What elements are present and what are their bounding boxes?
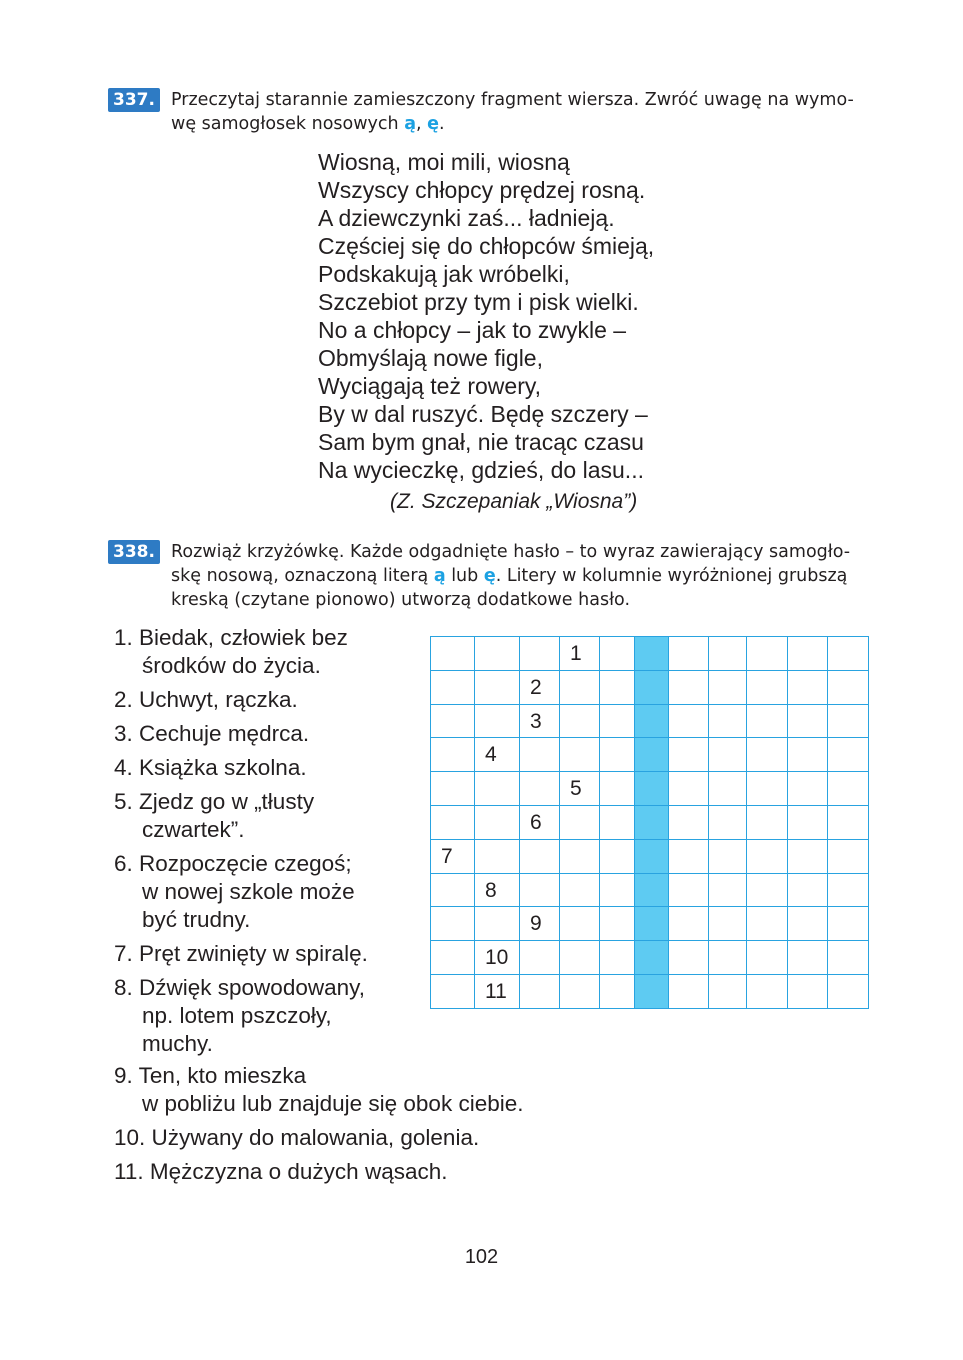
crossword-cell[interactable] xyxy=(827,771,869,806)
clue-number: 4 xyxy=(485,743,497,767)
crossword-cell[interactable] xyxy=(827,906,869,941)
crossword-cell[interactable] xyxy=(599,873,636,908)
poem-line: Obmyślają nowe figle, xyxy=(318,345,543,371)
crossword-cell[interactable] xyxy=(430,873,476,908)
clue-text: np. lotem pszczoły, xyxy=(142,1003,332,1028)
instruction-text: lub xyxy=(445,566,484,586)
crossword-cell[interactable] xyxy=(787,839,829,874)
crossword-cell[interactable] xyxy=(746,873,789,908)
crossword-cell[interactable] xyxy=(634,704,670,739)
crossword-cell[interactable] xyxy=(746,906,789,941)
clue-number: 2 xyxy=(530,675,542,699)
crossword-cell[interactable] xyxy=(634,737,670,772)
crossword-cell[interactable] xyxy=(634,974,670,1009)
clue-number: 9 xyxy=(530,912,542,936)
crossword-cell[interactable] xyxy=(474,805,521,840)
clue-number: 11 xyxy=(485,980,507,1003)
instruction-line xyxy=(171,564,850,588)
poem-line: Wiosną, moi mili, wiosną xyxy=(318,149,570,175)
crossword-cell[interactable] xyxy=(708,771,748,806)
crossword-cell[interactable] xyxy=(634,906,670,941)
crossword-cell[interactable] xyxy=(599,737,636,772)
crossword-cell[interactable] xyxy=(787,974,829,1009)
poem-line: Szczebiot przy tym i pisk wielki. xyxy=(318,289,639,315)
poem-line: By w dal ruszyć. Będę szczery – xyxy=(318,401,648,427)
crossword-cell[interactable] xyxy=(787,805,829,840)
crossword-grid xyxy=(430,636,868,1008)
clue-number: 1 xyxy=(570,642,582,665)
crossword-cell[interactable] xyxy=(559,805,601,840)
crossword-cell[interactable] xyxy=(827,704,869,739)
crossword-cell[interactable] xyxy=(474,704,521,739)
crossword-cell[interactable] xyxy=(430,737,476,772)
crossword-cell[interactable] xyxy=(559,940,601,975)
exercise-instruction xyxy=(171,540,850,612)
crossword-cell[interactable] xyxy=(827,839,869,874)
crossword-clues-wide xyxy=(114,1062,714,1192)
crossword-cell[interactable] xyxy=(559,670,601,705)
crossword-cell[interactable] xyxy=(559,873,601,908)
crossword-cell[interactable] xyxy=(827,670,869,705)
instruction-text: skę nosową, oznaczoną literą xyxy=(171,566,434,586)
crossword-cell[interactable] xyxy=(668,974,710,1009)
crossword-cell[interactable] xyxy=(746,771,789,806)
crossword-cell[interactable] xyxy=(519,771,561,806)
crossword-cell[interactable] xyxy=(787,771,829,806)
crossword-cell[interactable] xyxy=(474,737,521,772)
crossword-cell[interactable] xyxy=(430,839,476,874)
crossword-cell[interactable] xyxy=(746,737,789,772)
crossword-cell[interactable] xyxy=(827,636,869,671)
crossword-cell[interactable] xyxy=(519,737,561,772)
clue-text: w nowej szkole może xyxy=(142,879,355,904)
clue-text: 6. Rozpoczęcie czegoś; xyxy=(114,851,352,876)
clue-4: 4. Książka szkolna. xyxy=(114,755,307,780)
clue-text: być trudny. xyxy=(142,907,251,932)
crossword-cell[interactable] xyxy=(668,940,710,975)
crossword-cell[interactable] xyxy=(430,670,476,705)
crossword-cell[interactable] xyxy=(634,670,670,705)
crossword-cell[interactable] xyxy=(668,670,710,705)
crossword-cell[interactable] xyxy=(519,636,561,671)
crossword-cell[interactable] xyxy=(634,839,670,874)
crossword-cell[interactable] xyxy=(746,805,789,840)
crossword-cell[interactable] xyxy=(519,940,561,975)
crossword-cell[interactable] xyxy=(668,906,710,941)
exercise-number-badge: 337. xyxy=(108,88,160,112)
crossword-cell[interactable] xyxy=(430,704,476,739)
crossword-cell[interactable] xyxy=(787,873,829,908)
crossword-cell[interactable] xyxy=(787,906,829,941)
crossword-cell[interactable] xyxy=(474,839,521,874)
crossword-cell[interactable] xyxy=(668,771,710,806)
crossword-cell[interactable] xyxy=(559,839,601,874)
crossword-cell[interactable] xyxy=(668,805,710,840)
crossword-cell[interactable] xyxy=(827,737,869,772)
clue-number: 3 xyxy=(530,709,542,733)
clue-text: 9. Ten, kto mieszka xyxy=(114,1063,307,1088)
poem-line: Podskakują jak wróbelki, xyxy=(318,261,570,287)
clue-text: 1. Biedak, człowiek bez xyxy=(114,625,348,650)
crossword-cell[interactable] xyxy=(430,805,476,840)
crossword-cell[interactable] xyxy=(519,839,561,874)
crossword-cell[interactable] xyxy=(787,670,829,705)
crossword-cell[interactable] xyxy=(559,906,601,941)
poem-line: Wszyscy chłopcy prędzej rosną. xyxy=(318,177,646,203)
instruction-text: . Litery w kolumnie wyróżnionej grubszą xyxy=(495,566,848,586)
crossword-cell[interactable] xyxy=(519,974,561,1009)
crossword-cell[interactable] xyxy=(827,940,869,975)
crossword-cell[interactable] xyxy=(634,940,670,975)
exercise-number-badge: 338. xyxy=(108,540,160,564)
crossword-cell[interactable] xyxy=(746,839,789,874)
clue-number: 7 xyxy=(441,844,453,868)
clue-5 xyxy=(114,788,414,844)
nasal-vowel-a: ą xyxy=(433,566,446,586)
crossword-cell[interactable] xyxy=(430,771,476,806)
crossword-cell[interactable] xyxy=(559,974,601,1009)
poem-line: Sam bym gnał, nie tracąc czasu xyxy=(318,429,644,455)
crossword-cell[interactable] xyxy=(668,737,710,772)
crossword-cell[interactable] xyxy=(708,839,748,874)
clue-10: 10. Używany do malowania, golenia. xyxy=(114,1125,480,1150)
poem-line: Częściej się do chłopców śmieją, xyxy=(318,233,655,259)
exercise-instruction xyxy=(171,88,854,136)
instruction-text: wę samogłosek nosowych xyxy=(171,114,405,134)
poem-line: A dziewczynki zaś... ładnieją. xyxy=(318,205,615,231)
crossword-cell[interactable] xyxy=(599,704,636,739)
clue-number: 6 xyxy=(530,811,542,834)
crossword-cell[interactable] xyxy=(474,771,521,806)
crossword-cell[interactable] xyxy=(708,737,748,772)
crossword-cell[interactable] xyxy=(708,636,748,671)
crossword-cell[interactable] xyxy=(746,940,789,975)
clue-text: 8. Dźwięk spowodowany, xyxy=(114,975,365,1000)
page-number: 102 xyxy=(464,1246,499,1268)
crossword-cell[interactable] xyxy=(599,839,636,874)
crossword-cell[interactable] xyxy=(787,737,829,772)
nasal-vowel-e: ę xyxy=(483,566,496,586)
crossword-cell[interactable] xyxy=(668,839,710,874)
clue-number: 5 xyxy=(570,777,582,801)
clue-9 xyxy=(114,1062,714,1118)
instruction-line: Rozwiąż krzyżówkę. Każde odgadnięte hasło – to wyraz zawierający samogło- xyxy=(171,542,851,562)
instruction-text: . xyxy=(439,114,445,134)
crossword-cell[interactable] xyxy=(599,906,636,941)
crossword-cell[interactable] xyxy=(474,940,521,975)
crossword-cell[interactable] xyxy=(787,636,829,671)
poem xyxy=(318,148,654,484)
crossword-cell[interactable] xyxy=(634,873,670,908)
crossword-cell[interactable] xyxy=(827,873,869,908)
crossword-cell[interactable] xyxy=(430,636,476,671)
crossword-cell[interactable] xyxy=(827,974,869,1009)
poem-attribution: (Z. Szczepaniak „Wiosna”) xyxy=(390,490,638,513)
clue-8 xyxy=(114,974,414,1058)
clue-number: 10 xyxy=(485,946,509,970)
nasal-vowel-e: ę xyxy=(427,114,440,134)
instruction-line xyxy=(171,112,854,136)
clue-7: 7. Pręt zwinięty w spiralę. xyxy=(114,941,368,966)
poem-line: Na wycieczkę, gdzieś, do lasu... xyxy=(318,457,644,483)
crossword-cell[interactable] xyxy=(430,940,476,975)
crossword-cell[interactable] xyxy=(746,636,789,671)
crossword-cell[interactable] xyxy=(474,636,521,671)
instruction-line: Przeczytaj starannie zamieszczony fragment wiersza. Zwróć uwagę na wymo- xyxy=(171,90,854,110)
crossword-cell[interactable] xyxy=(474,974,521,1009)
crossword-cell[interactable] xyxy=(474,670,521,705)
crossword-cell[interactable] xyxy=(634,771,670,806)
crossword-cell[interactable] xyxy=(746,704,789,739)
crossword-cell[interactable] xyxy=(519,873,561,908)
clue-number: 8 xyxy=(485,878,497,902)
clue-text: środków do życia. xyxy=(142,653,321,678)
crossword-cell[interactable] xyxy=(708,805,748,840)
clue-text: muchy. xyxy=(142,1031,213,1056)
crossword-cell[interactable] xyxy=(519,805,561,840)
crossword-cell[interactable] xyxy=(708,670,748,705)
crossword-cell[interactable] xyxy=(708,906,748,941)
crossword-cell[interactable] xyxy=(559,636,601,671)
crossword-cell[interactable] xyxy=(708,974,748,1009)
crossword-cell[interactable] xyxy=(787,704,829,739)
crossword-cell[interactable] xyxy=(474,873,521,908)
crossword-clues xyxy=(114,624,414,1064)
crossword-cell[interactable] xyxy=(708,704,748,739)
clue-6 xyxy=(114,850,414,934)
crossword-cell[interactable] xyxy=(430,974,476,1009)
crossword-cell[interactable] xyxy=(599,940,636,975)
crossword-cell[interactable] xyxy=(668,636,710,671)
clue-3: 3. Cechuje mędrca. xyxy=(114,721,310,746)
separator: , xyxy=(416,114,428,134)
crossword-cell[interactable] xyxy=(746,974,789,1009)
crossword-cell[interactable] xyxy=(827,805,869,840)
crossword-cell[interactable] xyxy=(474,906,521,941)
crossword-cell[interactable] xyxy=(559,737,601,772)
crossword-cell[interactable] xyxy=(599,636,636,671)
clue-2: 2. Uchwyt, rączka. xyxy=(114,687,298,712)
crossword-cell[interactable] xyxy=(746,670,789,705)
crossword-cell[interactable] xyxy=(599,974,636,1009)
instruction-line: kreską (czytane pionowo) utworzą dodatkowe hasło. xyxy=(171,590,631,610)
crossword-cell[interactable] xyxy=(599,771,636,806)
crossword-cell[interactable] xyxy=(634,636,670,671)
crossword-cell[interactable] xyxy=(430,906,476,941)
clue-text: czwartek”. xyxy=(142,817,245,842)
clue-text: w pobliżu lub znajduje się obok ciebie. xyxy=(142,1091,524,1116)
crossword-cell[interactable] xyxy=(634,805,670,840)
crossword-cell[interactable] xyxy=(519,670,561,705)
crossword-cell[interactable] xyxy=(519,704,561,739)
crossword-cell[interactable] xyxy=(668,873,710,908)
poem-line: No a chłopcy – jak to zwykle – xyxy=(318,317,627,343)
crossword-cell[interactable] xyxy=(708,940,748,975)
poem-line: Wyciągają też rowery, xyxy=(318,373,542,399)
clue-11: 11. Mężczyzna o dużych wąsach. xyxy=(114,1159,448,1184)
clue-text: 5. Zjedz go w „tłusty xyxy=(114,789,315,814)
crossword-cell[interactable] xyxy=(787,940,829,975)
crossword-cell[interactable] xyxy=(519,906,561,941)
nasal-vowel-a: ą xyxy=(404,114,416,134)
crossword-cell[interactable] xyxy=(668,704,710,739)
crossword-cell[interactable] xyxy=(559,771,601,806)
crossword-cell[interactable] xyxy=(599,670,636,705)
crossword-cell[interactable] xyxy=(559,704,601,739)
clue-1 xyxy=(114,624,414,680)
crossword-cell[interactable] xyxy=(708,873,748,908)
crossword-cell[interactable] xyxy=(599,805,636,840)
